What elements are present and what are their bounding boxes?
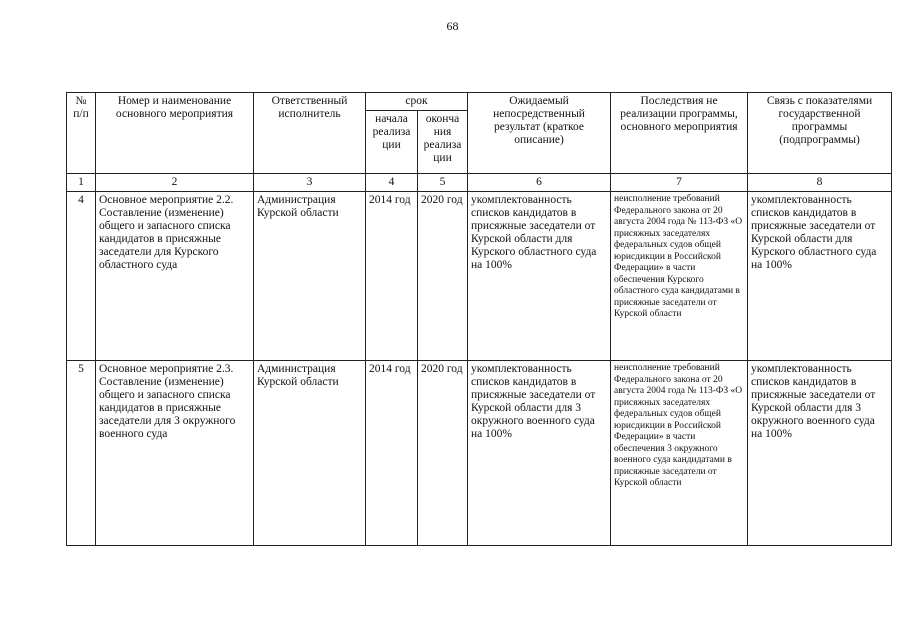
column-number: 8 [748,174,892,192]
column-number: 5 [418,174,468,192]
header-expected-result: Ожидаемый непосредственный результат (краткое описание) [468,93,611,174]
expected-result: укомплектованность списков кандидатов в присяжные заседатели от Курской области для Курского областного суда на 100% [468,192,611,361]
activity-name: Основное мероприятие 2.3. Составление (изменение) общего и запасного списка кандидатов в присяжные заседатели для 3 окружного военного суда [96,361,254,546]
consequences: неисполнение требований Федерального закона от 20 августа 2004 года № 113-ФЗ «О присяжных заседателях федеральных судов общей юрисдикции в Российской Федерации» в части обеспечения 3 окружного военного суда кандидатами в присяжные заседатели от Курской области [611,361,748,546]
end-year: 2020 год [418,192,468,361]
executor: Администрация Курской области [254,361,366,546]
column-number: 7 [611,174,748,192]
column-number: 2 [96,174,254,192]
column-number-row [67,174,892,192]
header-number: № п/п [67,93,96,174]
header-activity: Номер и наименование основного мероприятия [96,93,254,174]
column-number: 3 [254,174,366,192]
row-number: 5 [67,361,96,546]
header-indicator-link: Связь с показателями государственной программы (подпрограммы) [748,93,892,174]
header-start: начала реализа ции [366,111,418,174]
page-number: 68 [446,19,459,33]
table-row [67,192,892,361]
column-number: 1 [67,174,96,192]
header-end: оконча ния реализа ции [418,111,468,174]
program-table [66,92,892,546]
header-consequences: Последствия не реализации программы, основного мероприятия [611,93,748,174]
consequences: неисполнение требований Федерального закона от 20 августа 2004 года № 113-ФЗ «О присяжных заседателях федеральных судов общей юрисдикции в Российской Федерации» в части обеспечения Курского областного суда кандидатами в присяжные заседатели от Курской области [611,192,748,361]
row-number: 4 [67,192,96,361]
expected-result: укомплектованность списков кандидатов в присяжные заседатели от Курской области для 3 окружного военного суда на 100% [468,361,611,546]
column-number: 6 [468,174,611,192]
header-row [67,93,892,111]
column-number: 4 [366,174,418,192]
activity-name: Основное мероприятие 2.2. Составление (изменение) общего и запасного списка кандидатов в присяжные заседатели для Курского областного суда [96,192,254,361]
indicator-link: укомплектованность списков кандидатов в присяжные заседатели от Курской области для 3 окружного военного суда на 100% [748,361,892,546]
end-year: 2020 год [418,361,468,546]
start-year: 2014 год [366,192,418,361]
executor: Администрация Курской области [254,192,366,361]
table-row [67,361,892,546]
start-year: 2014 год [366,361,418,546]
header-executor: Ответственный исполнитель [254,93,366,174]
indicator-link: укомплектованность списков кандидатов в присяжные заседатели от Курской области для Курского областного суда на 100% [748,192,892,361]
header-term: срок [366,93,468,111]
